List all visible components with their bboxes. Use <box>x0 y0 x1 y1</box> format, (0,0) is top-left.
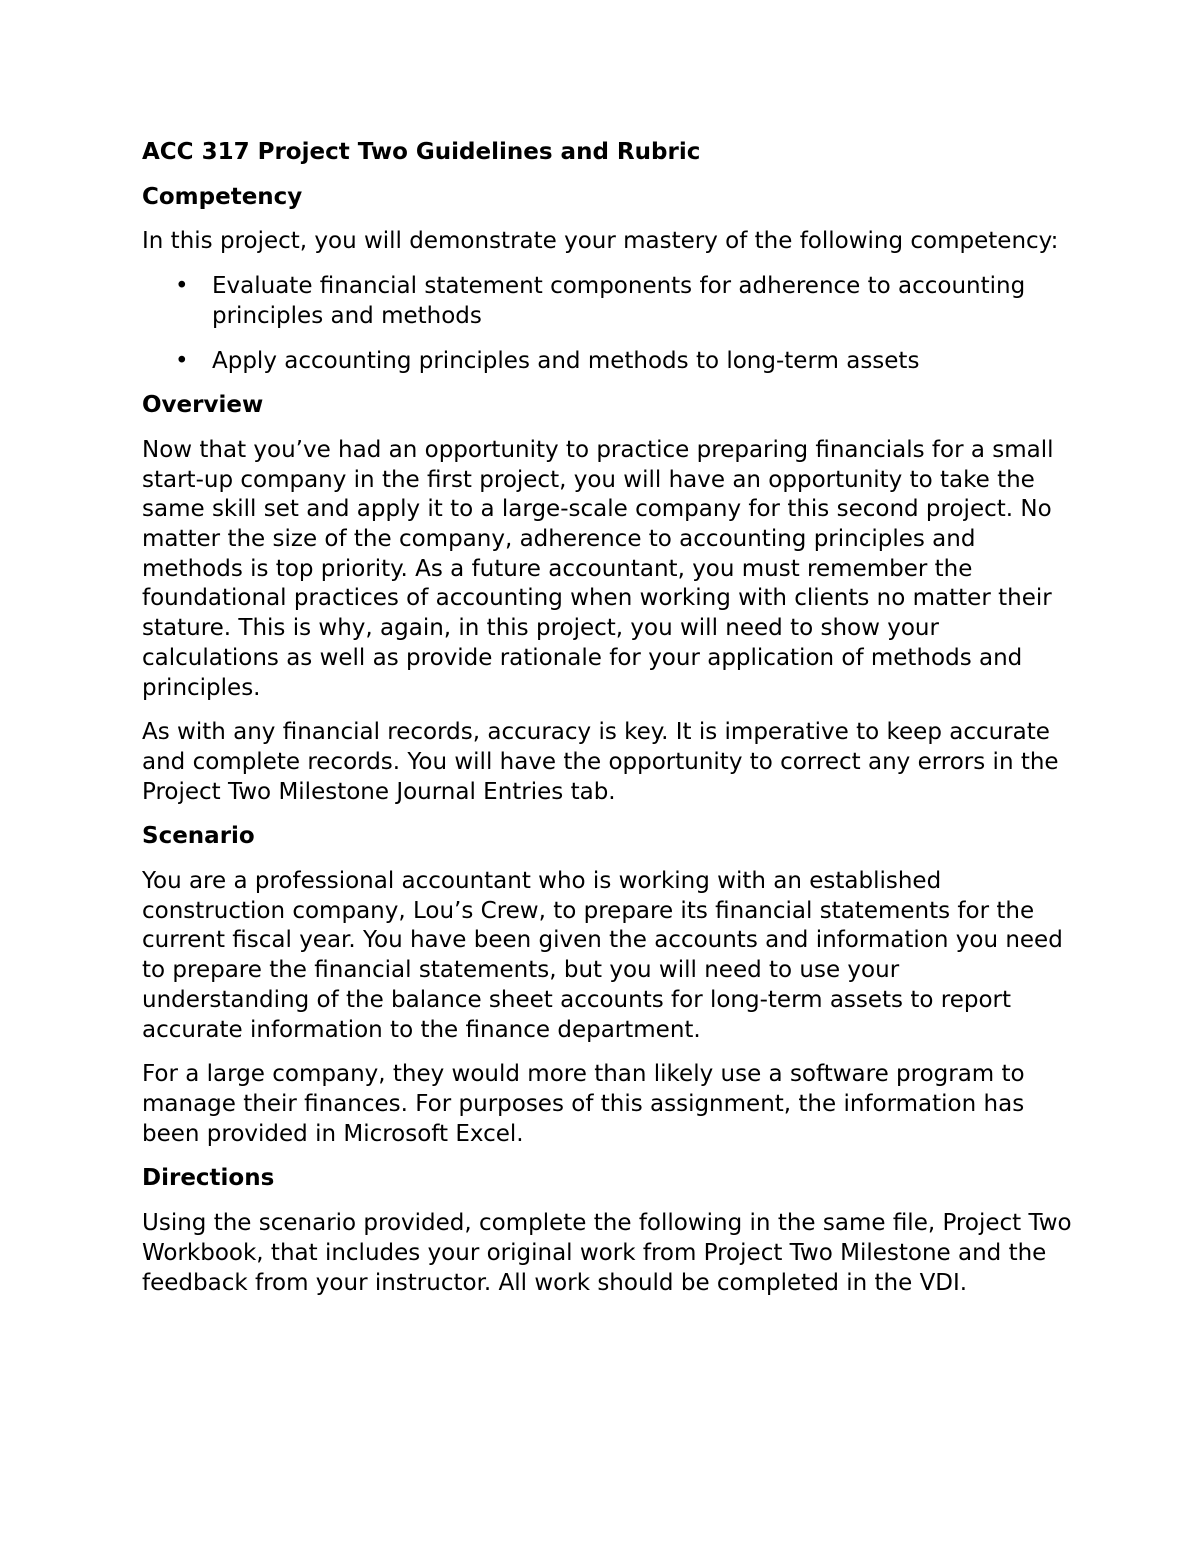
competency-intro: In this project, you will demonstrate your mastery of the following competency: <box>142 228 1059 255</box>
overview-paragraph: Now that you’ve had an opportunity to practice preparing financials for a small start-up company in the first project, you will have an opportunity to take the same skill set and apply it to a large-scale company for this second project. No matter the size of the company, adherence to accounting principles and methods is top priority. As a future accountant, you must remember the foundational practices of accounting when working with clients no matter their stature. This is why, again, in this project, you will need to show your calculations as well as provide rationale for your application of methods and principles. <box>142 436 1054 701</box>
directions-paragraph: Using the scenario provided, complete the following in the same file, Project Two Workbook, that includes your original work from Project Two Milestone and the feedback from your instructor. All work should be completed in the VDI. <box>142 1210 1072 1296</box>
directions-heading: Directions <box>142 1165 275 1192</box>
scenario-heading: Scenario <box>142 823 255 850</box>
competency-item-text: Evaluate financial statement components for adherence to accounting principles and methods <box>212 273 1026 329</box>
competency-item-text: Apply accounting principles and methods to long-term assets <box>212 347 920 374</box>
overview-paragraph: As with any financial records, accuracy is key. It is imperative to keep accurate and complete records. You will have the opportunity to correct any errors in the Project Two Milestone Journal Entries tab. <box>142 719 1059 805</box>
scenario-paragraph: You are a professional accountant who is working with an established construction company, Lou’s Crew, to prepare its financial statements for the current fiscal year. You have been given the accounts and information you need to prepare the financial statements, but you will need to use your understanding of the balance sheet accounts for long-term assets to report accurate information to the finance department. <box>142 868 1063 1043</box>
competency-heading: Competency <box>142 183 303 210</box>
document-title: ACC 317 Project Two Guidelines and Rubric <box>142 139 701 165</box>
competency-list <box>142 272 1072 376</box>
overview-heading: Overview <box>142 392 264 419</box>
competency-item <box>142 272 1072 331</box>
document-page <box>142 138 1072 1313</box>
competency-item <box>142 347 1072 377</box>
bullet-icon: • <box>175 347 189 374</box>
scenario-paragraph: For a large company, they would more than likely use a software program to manage their finances. For purposes of this assignment, the information has been provided in Microsoft Excel. <box>142 1061 1025 1147</box>
bullet-icon: • <box>175 273 189 300</box>
